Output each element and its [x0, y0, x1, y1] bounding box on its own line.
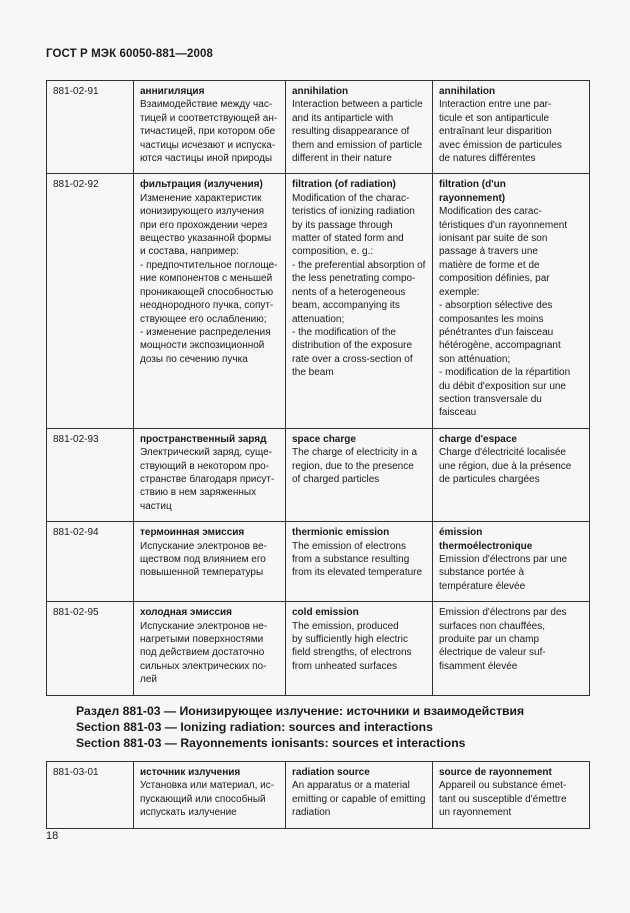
russian-definition: Установка или материал, ис- пускающий или способный испускать излучение: [140, 780, 275, 819]
term-number: 881-02-94: [47, 522, 134, 602]
table-row: [47, 174, 590, 428]
english-term: space charge: [292, 433, 356, 445]
terms-table: [46, 80, 590, 696]
french-definition: Charge d'électricité localisée une région, due à la présence de particules chargées: [439, 447, 572, 485]
french-term: source de rayonnement: [439, 767, 552, 778]
russian-term: холодная эмиссия: [140, 607, 232, 619]
section-heading: [76, 703, 524, 751]
french-term: émission thermoélectronique: [439, 527, 533, 552]
term-number: 881-02-95: [47, 602, 134, 695]
term-number: 881-02-91: [47, 81, 134, 174]
english-definition: An apparatus or a material emitting or capable of emitting radiation: [292, 780, 426, 819]
section-title-russian: Раздел 881-03 — Ионизирующее излучение: источники и взаимодействия: [76, 704, 525, 718]
russian-definition: Электрический заряд, суще- ствующий в некотором про- странстве благодаря присут- ствию в нем заряженных частиц: [140, 447, 275, 512]
english-definition: The emission of electrons from a substance resulting from its elevated temperature: [292, 540, 423, 579]
table-row: [47, 602, 590, 695]
section-title-french: Section 881-03 — Rayonnements ionisants: sources et interactions: [76, 736, 466, 750]
table-row: [47, 762, 590, 829]
russian-definition: Взаимодействие между час- тицей и соответствующей ан- тичастицей, при котором обе частицы исчезают и испуска- ются частицы иной природы: [140, 99, 278, 165]
french-definition: Emission d'électrons par des surfaces non chauffées, produite par un champ électrique de valeur suf- fisamment élevée: [439, 607, 567, 672]
russian-term: пространственный заряд: [140, 433, 267, 445]
english-term: cold emission: [292, 607, 359, 619]
french-term: annihilation: [439, 86, 496, 97]
russian-term: аннигиляция: [140, 86, 205, 97]
table-row: [47, 428, 590, 521]
document-header: ГОСТ Р МЭК 60050-881—2008: [46, 48, 213, 60]
french-term: charge d'espace: [439, 433, 517, 445]
french-definition: Emission d'électrons par une substance portée à température élevée: [439, 554, 568, 592]
russian-definition: Испускание электронов не- нагретыми поверхностями под действием достаточно сильных электрических по- лей: [140, 620, 268, 686]
english-term: thermionic emission: [292, 527, 390, 539]
english-term: filtration (of radiation): [292, 179, 396, 191]
russian-term: источник излучения: [140, 767, 241, 778]
russian-definition: Изменение характеристик ионизирующего излучения при его прохождении через вещество указанной формы и состава, например: - предпочтительное поглоще- ние компонентов с меньшей проникающей способностью неоднородного пучка, сопут- ствующее его ослаблению; - изменение распределения мощности экспозиционной дозы по сечению пучка: [140, 192, 278, 365]
term-number: 881-02-93: [47, 428, 134, 521]
french-definition: Interaction entre une par- ticule et son antiparticule entraînant leur disparition avec émission de particules de natures différentes: [439, 99, 562, 165]
russian-definition: Испускание электронов ве- ществом под влиянием его повышенной температуры: [140, 540, 267, 579]
english-definition: Interaction between a particle and its antiparticle with resulting disappearance of them and emission of particle different in their nature: [292, 99, 423, 165]
terms-table-body: [47, 762, 590, 829]
english-term: annihilation: [292, 86, 349, 97]
english-term: radiation source: [292, 767, 370, 778]
english-definition: The charge of electricity in a region, due to the presence of charged particles: [292, 447, 418, 485]
french-term: filtration (d'un rayonnement): [439, 179, 506, 204]
french-definition: Modification des carac- téristiques d'un rayonnement ionisant par suite de son passage à travers une matière de forme et de composition définies, par exemple: - absorption sélective des composantes les moins pénétrantes d'un faisceau hétérogène, accompagnant son atténuation; - modification de la répartition du débit d'exposition sur une section transversale du faisceau: [439, 206, 571, 419]
english-definition: Modification of the charac- teristics of ionizing radiation by its passage through matter of stated form and composition, e. g.: - the preferential absorption of the less penetrating compo- nents of a heterogeneous beam, accompanying its attenuation; - the modification of the distribution of the exposure rate over a cross-section of the beam: [292, 192, 426, 379]
section-title-english: Section 881-03 — Ionizing radiation: sources and interactions: [76, 720, 433, 734]
russian-term: термоинная эмиссия: [140, 527, 245, 539]
terms-table-section-03: [46, 761, 590, 829]
term-number: 881-02-92: [47, 174, 134, 428]
page-number: 18: [46, 830, 59, 842]
french-definition: Appareil ou substance émet- tant ou susceptible d'émettre un rayonnement: [439, 780, 567, 819]
terms-table-body: [47, 81, 590, 696]
table-row: [47, 81, 590, 174]
english-definition: The emission, produced by sufficiently high electric field strengths, of electrons from unheated surfaces: [292, 620, 412, 672]
table-row: [47, 522, 590, 602]
russian-term: фильтрация (излучения): [140, 179, 263, 191]
term-number: 881-03-01: [47, 762, 134, 829]
